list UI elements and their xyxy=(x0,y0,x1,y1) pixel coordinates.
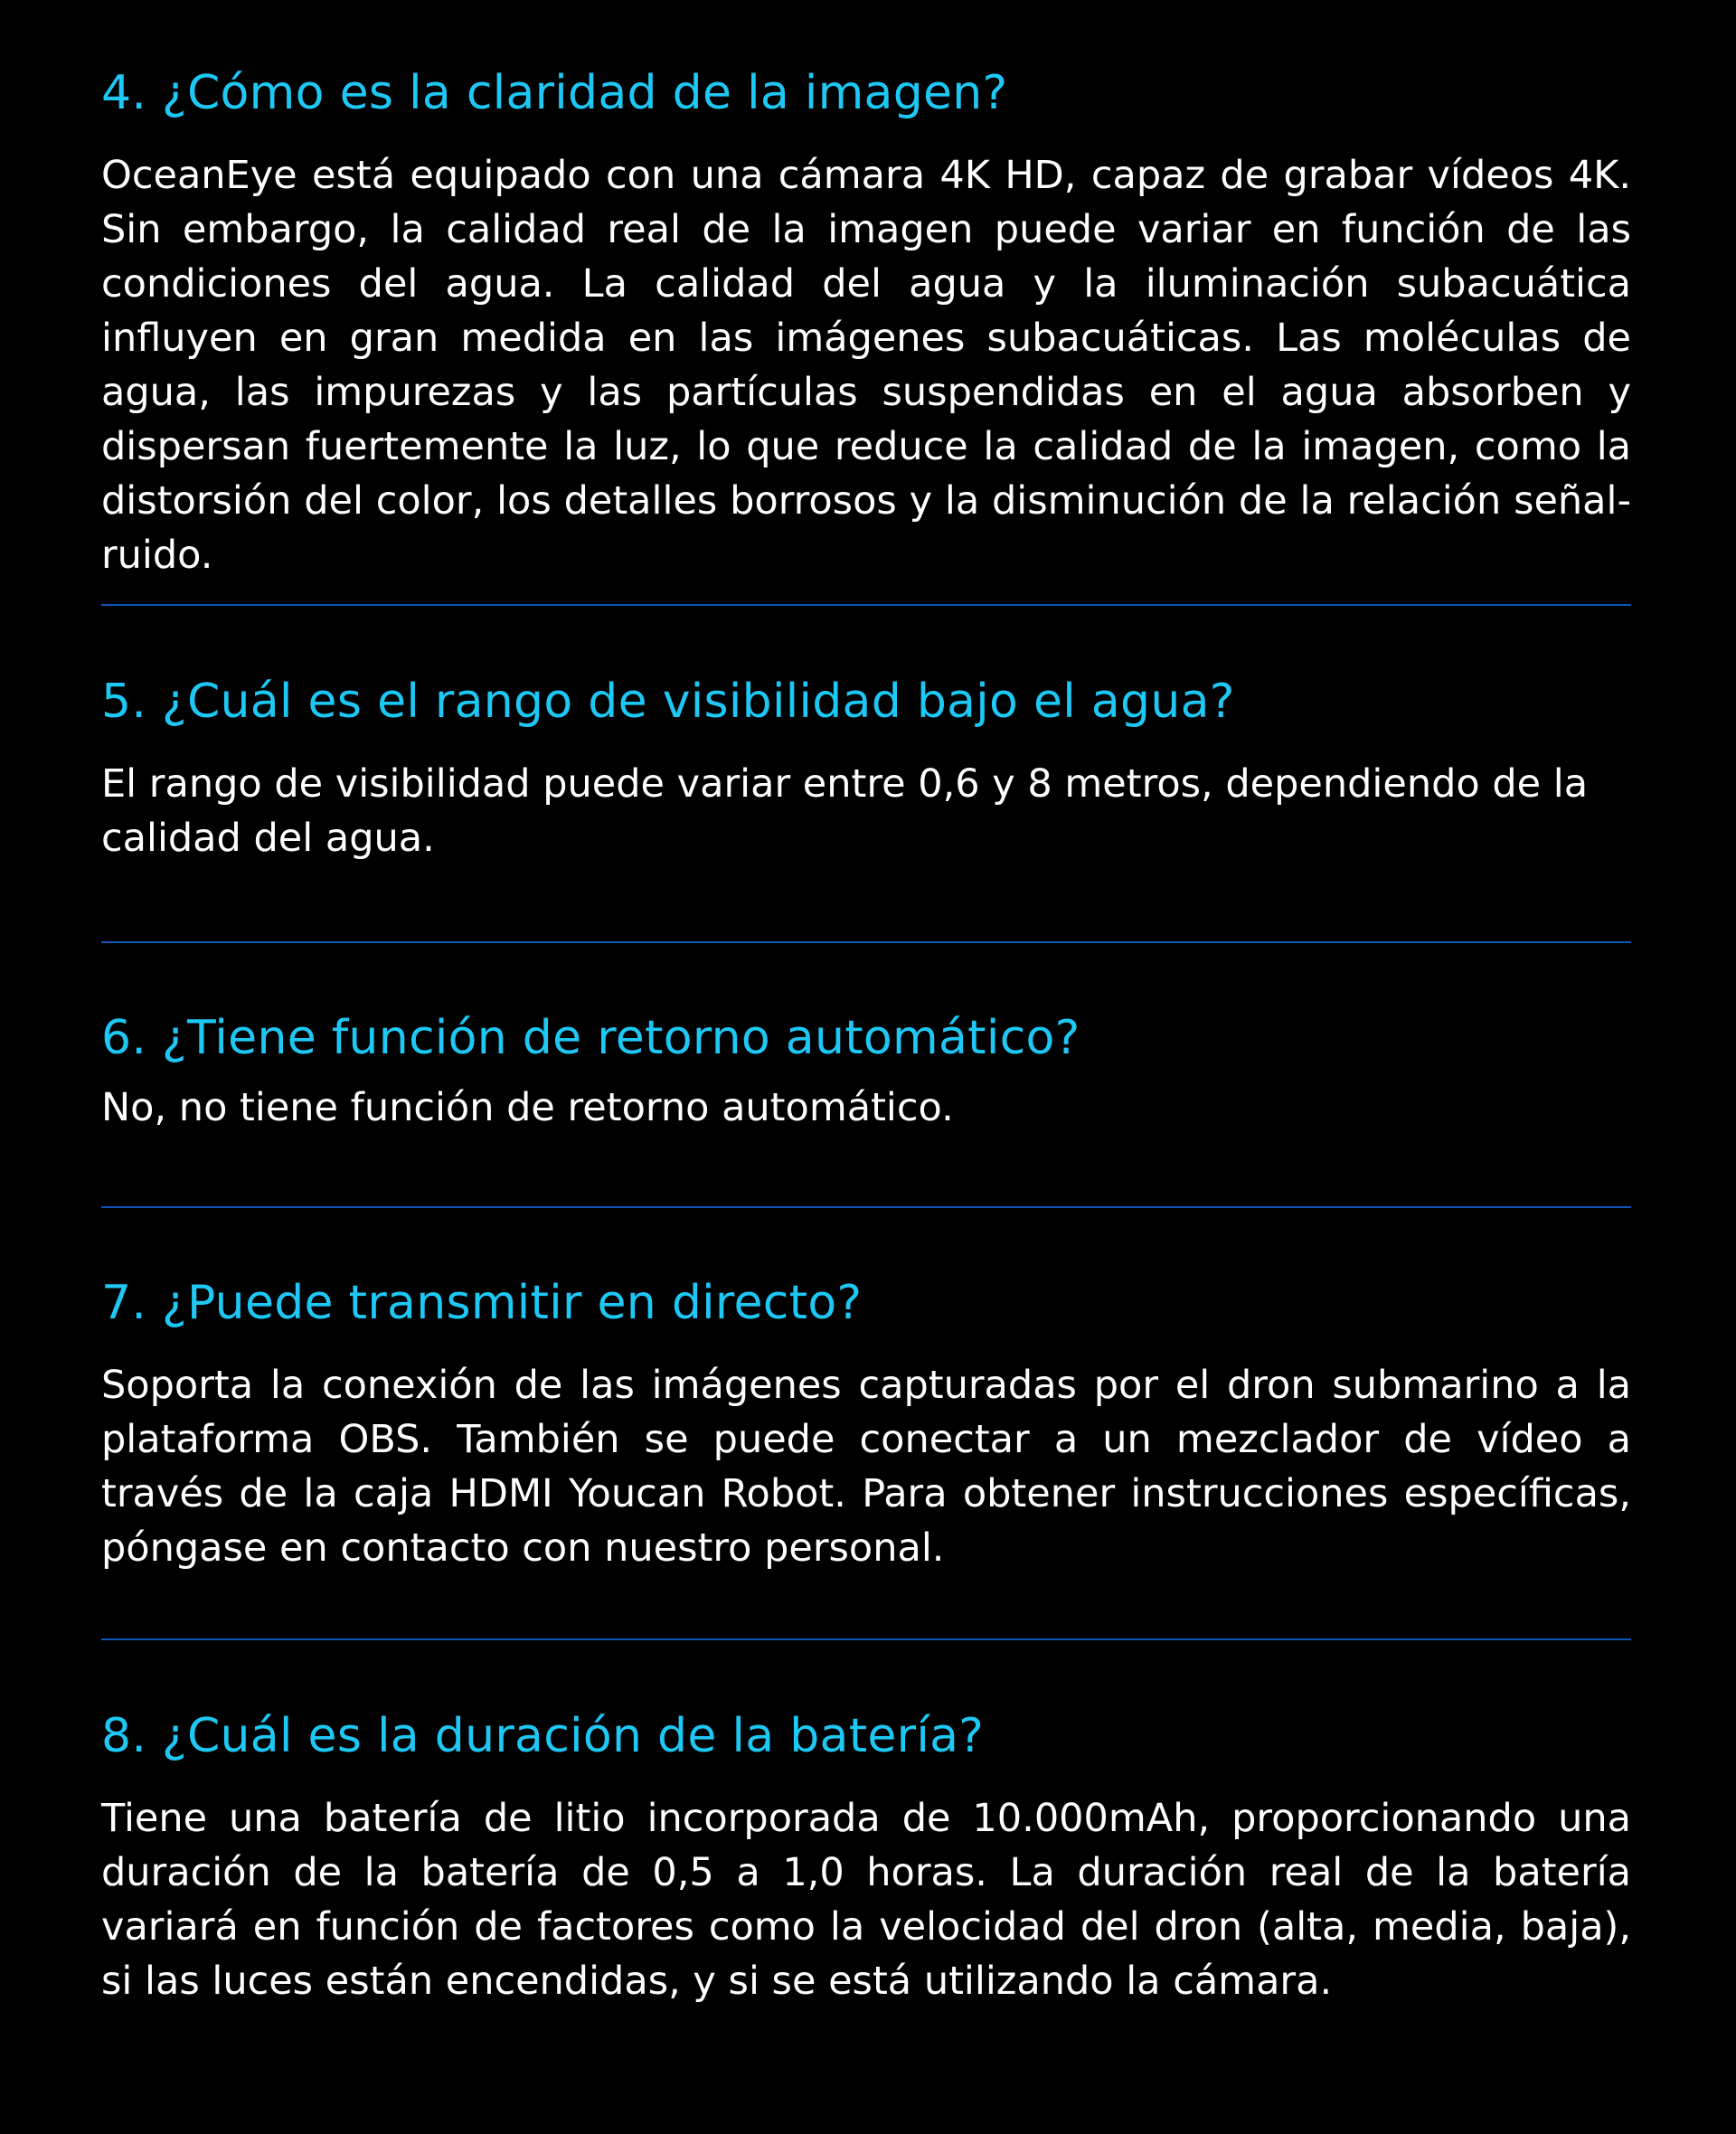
section-divider xyxy=(101,1638,1631,1640)
faq-question-7: 7. ¿Puede transmitir en directo? xyxy=(101,1276,863,1330)
faq-question-6: 6. ¿Tiene función de retorno automático? xyxy=(101,1011,1080,1065)
faq-item-5 xyxy=(101,674,1631,865)
faq-answer-7: Soporta la conexión de las imágenes capturadas por el dron submarino a la plataforma OBS. También se puede conectar a un mezclador de vídeo a través de la caja HDMI Youcan Robot. Para obtener instrucciones específicas, póngase en contacto con nuestro personal. xyxy=(101,1363,1631,1571)
faq-item-7 xyxy=(101,1275,1631,1575)
section-divider xyxy=(101,1206,1631,1208)
faq-answer-6: No, no tiene función de retorno automático. xyxy=(101,1085,954,1130)
faq-question-5: 5. ¿Cuál es el rango de visibilidad bajo el agua? xyxy=(101,675,1235,729)
faq-question-4: 4. ¿Cómo es la claridad de la imagen? xyxy=(101,66,1008,120)
faq-answer-4: OceanEye está equipado con una cámara 4K HD, capaz de grabar vídeos 4K. Sin embargo, la calidad real de la imagen puede variar en función de las condiciones del agua. La calidad del agua y la iluminación subacuática influyen en gran medida en las imágenes subacuáticas. Las moléculas de agua, las impurezas y las partículas suspendidas en el agua absorben y dispersan fuertemente la luz, lo que reduce la calidad de la imagen, como la distorsión del color, los detalles borrosos y la disminución de la relación señal-ruido. xyxy=(101,153,1631,578)
section-divider xyxy=(101,604,1631,606)
faq-question-8: 8. ¿Cuál es la duración de la batería? xyxy=(101,1709,985,1763)
faq-item-4 xyxy=(101,65,1631,582)
faq-answer-5: El rango de visibilidad puede variar entre 0,6 y 8 metros, dependiendo de la calidad del agua. xyxy=(101,761,1589,861)
section-divider xyxy=(101,941,1631,943)
faq-item-8 xyxy=(101,1708,1631,2008)
faq-answer-8: Tiene una batería de litio incorporada de 10.000mAh, proporcionando una duración de la batería de 0,5 a 1,0 horas. La duración real de la batería variará en función de factores como la velocidad del dron (alta, media, baja), si las luces están encendidas, y si se está utilizando la cámara. xyxy=(101,1796,1631,2004)
faq-item-6 xyxy=(101,1010,1631,1135)
